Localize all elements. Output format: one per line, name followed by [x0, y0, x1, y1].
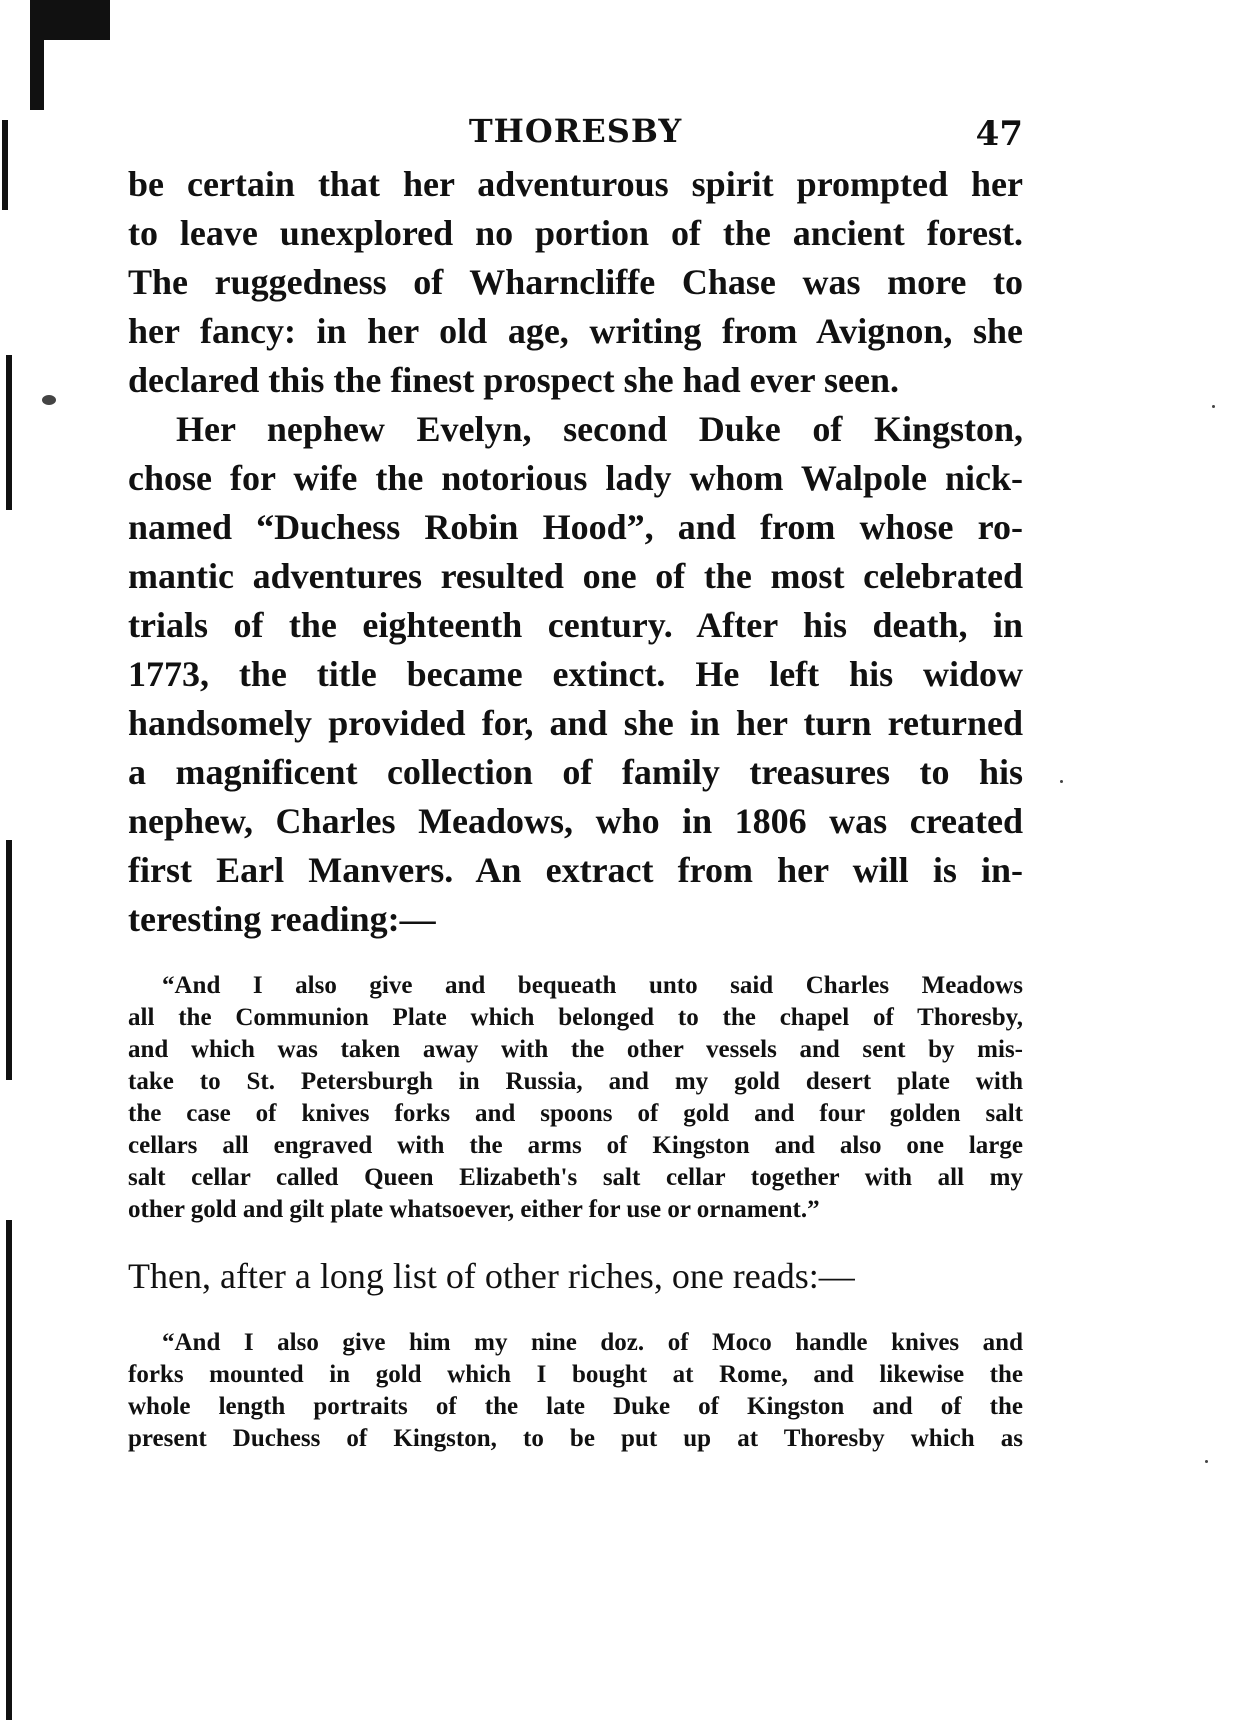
scan-gutter-edge — [2, 120, 8, 210]
text-line: declared this the finest prospect she had ever seen. — [128, 360, 899, 400]
running-title: THORESBY — [468, 112, 683, 150]
will-extract-quote — [128, 970, 1023, 1226]
text-line: be certain that her adventurous spirit prompted her — [128, 164, 1023, 204]
quote-line: “And I also give him my nine doz. of Moco handle knives and — [162, 1329, 1023, 1356]
text-line: mantic adventures resulted one of the most celebrated — [128, 556, 1023, 596]
quote-line: the case of knives forks and spoons of gold and four golden salt — [128, 1100, 1023, 1127]
text-line: trials of the eighteenth century. After his death, in — [128, 605, 1023, 645]
text-line: nephew, Charles Meadows, who in 1806 was created — [128, 801, 1023, 841]
quote-line: and which was taken away with the other vessels and sent by mis- — [128, 1036, 1023, 1063]
scan-dust — [1060, 780, 1063, 783]
text-line: chose for wife the notorious lady whom Walpole nick- — [128, 458, 1023, 498]
quote-line: take to St. Petersburgh in Russia, and my gold desert plate with — [128, 1068, 1023, 1095]
text-line: Her nephew Evelyn, second Duke of Kingston, — [176, 409, 1023, 449]
text-line: her fancy: in her old age, writing from Avignon, she — [128, 311, 1023, 351]
quote-line: whole length portraits of the late Duke of Kingston and of the — [128, 1393, 1023, 1420]
scan-dust — [42, 395, 56, 405]
transition-line: Then, after a long list of other riches, one reads:— — [128, 1256, 855, 1296]
scan-dust — [1205, 1460, 1208, 1463]
text-line: The ruggedness of Wharncliffe Chase was more to — [128, 262, 1023, 302]
quote-line: other gold and gilt plate whatsoever, either for use or ornament.” — [128, 1196, 820, 1223]
text-line: handsomely provided for, and she in her turn returned — [128, 703, 1023, 743]
text-line: named “Duchess Robin Hood”, and from whose ro- — [128, 507, 1023, 547]
quote-line: “And I also give and bequeath unto said Charles Meadows — [162, 972, 1023, 999]
paragraph-duke-of-kingston — [128, 405, 1023, 944]
text-line: 1773, the title became extinct. He left his widow — [128, 654, 1023, 694]
quote-line: salt cellar called Queen Elizabeth's salt cellar together with all my — [128, 1164, 1023, 1191]
running-head — [128, 100, 1023, 160]
scan-gutter-edge — [6, 1220, 12, 1720]
quote-line: all the Communion Plate which belonged to the chapel of Thoresby, — [128, 1004, 1023, 1031]
text-line: to leave unexplored no portion of the ancient forest. — [128, 213, 1023, 253]
scan-gutter-edge — [6, 355, 12, 510]
quote-line: cellars all engraved with the arms of Kingston and also one large — [128, 1132, 1023, 1159]
text-line: teresting reading:— — [128, 899, 436, 939]
text-line: a magnificent collection of family treasures to his — [128, 752, 1023, 792]
scan-gutter-edge — [6, 840, 12, 1080]
paragraph-continuation — [128, 160, 1023, 405]
scan-corner-mark-top — [30, 0, 110, 40]
will-extract-quote-2 — [128, 1327, 1023, 1455]
text-line: first Earl Manvers. An extract from her will is in- — [128, 850, 1023, 890]
scan-dust — [1212, 405, 1215, 408]
quote-line: forks mounted in gold which I bought at Rome, and likewise the — [128, 1361, 1023, 1388]
quote-line: present Duchess of Kingston, to be put up at Thoresby which as — [128, 1425, 1023, 1452]
book-page — [128, 100, 1023, 1481]
page-number: 47 — [975, 114, 1023, 154]
